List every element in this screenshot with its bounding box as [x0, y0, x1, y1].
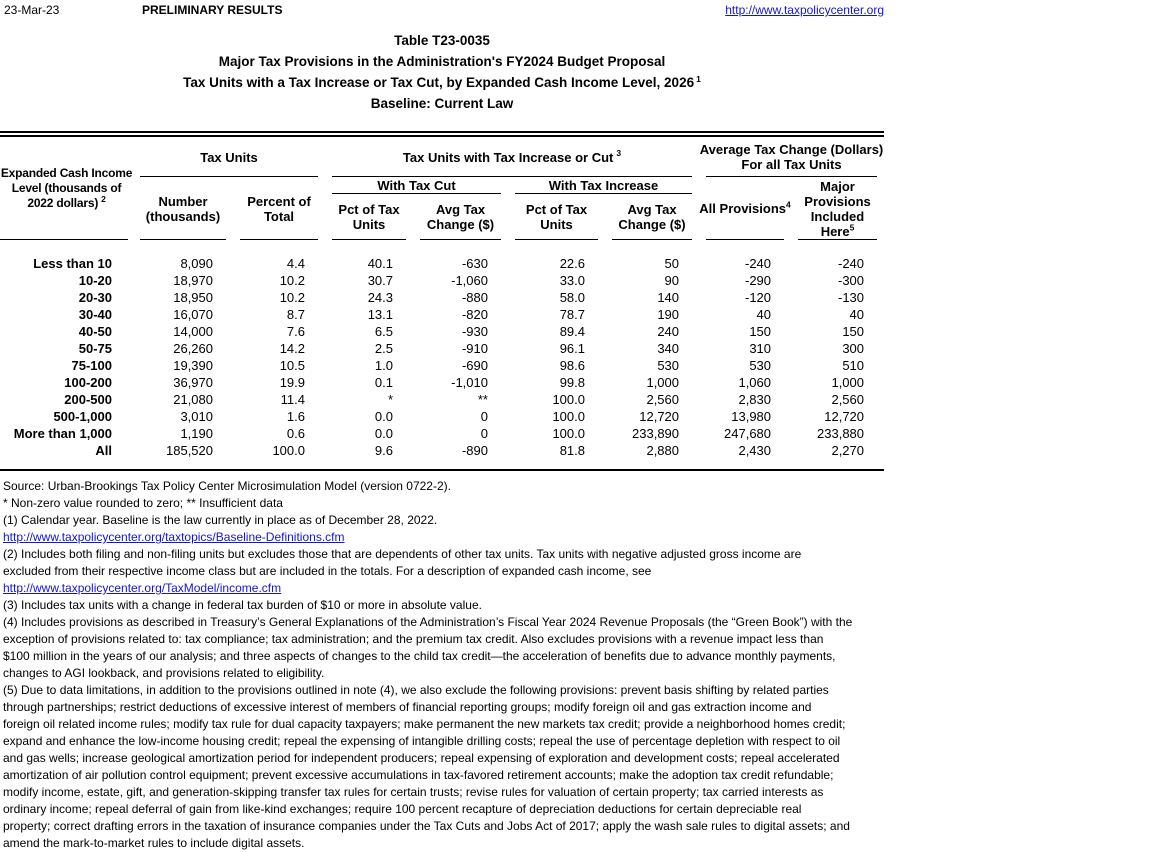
data-cell: 0.0: [374, 426, 393, 441]
data-cell: 30.7: [367, 273, 393, 288]
data-cell: -880: [461, 290, 488, 305]
data-cell: 2,560: [646, 392, 680, 407]
note-line: (1) Calendar year. Baseline is the law currently in place as of December 28, 2022.: [3, 513, 438, 527]
data-cell: -1,060: [451, 273, 488, 288]
row-label: Less than 10: [33, 256, 112, 271]
row-label: 20-30: [78, 290, 112, 305]
col-group-average-change: Average Tax Change (Dollars) For all Tax Units: [699, 137, 884, 177]
data-cell: 150: [749, 324, 772, 339]
data-cell: 140: [657, 290, 680, 305]
data-cell: 8,090: [180, 256, 213, 271]
data-cell: -910: [461, 341, 488, 356]
table-row: [0, 442, 884, 459]
data-cell: -890: [461, 443, 488, 458]
data-cell: **: [477, 392, 488, 407]
data-cell: 78.7: [559, 307, 585, 322]
data-cell: 185,520: [166, 443, 213, 458]
data-cell: 18,950: [173, 290, 213, 305]
row-label: 30-40: [78, 307, 112, 322]
data-cell: 1,190: [180, 426, 213, 441]
data-cell: 22.6: [559, 256, 585, 271]
data-cell: 9.6: [374, 443, 393, 458]
col-header-all-provisions: All Provisions$^4$: [699, 177, 791, 240]
data-cell: 8.7: [286, 307, 305, 322]
data-cell: 12,720: [639, 409, 680, 424]
note-line: (5) Due to data limitations, in addition to the provisions outlined in note (4), we also exclude the following provisions: prevent basis shifting by related parties: [3, 683, 829, 697]
subtitle-line: Tax Units with a Tax Increase or Tax Cut, by Expanded Cash Income Level, 2026 $^1$: [183, 73, 701, 90]
data-cell: 0.1: [374, 375, 393, 390]
table-row: [0, 391, 884, 408]
row-label: 50-75: [78, 341, 112, 356]
table-row: [0, 408, 884, 425]
note-link[interactable]: http://www.taxpolicycenter.org/TaxModel/income.cfm: [3, 581, 282, 595]
table-header: [0, 137, 884, 240]
results-table: [0, 137, 884, 459]
data-cell: -290: [744, 273, 772, 288]
site-link[interactable]: http://www.taxpolicycenter.org: [725, 3, 884, 17]
data-cell: 90: [664, 273, 680, 288]
data-cell: 2,880: [646, 443, 680, 458]
note-line: Source: Urban-Brookings Tax Policy Center Microsimulation Model (version 0722-2).: [3, 479, 451, 493]
notes: [3, 478, 1152, 852]
data-cell: -930: [461, 324, 488, 339]
note-link-line: [3, 580, 1152, 597]
data-cell: 2,560: [831, 392, 865, 407]
data-cell: 300: [842, 341, 865, 356]
data-cell: 0: [480, 409, 488, 424]
data-cell: -240: [837, 256, 865, 271]
row-label: 500-1,000: [53, 409, 112, 424]
footnote-ref-4: 4: [786, 199, 791, 210]
data-cell: 40: [849, 307, 865, 322]
data-cell: 10.2: [279, 273, 305, 288]
note-line: expand and enhance the low-income housing credit; repeal the expensing of intangible drilling costs; repeal the use of percentage depletion with respect to oil: [3, 734, 841, 748]
note-line: * Non-zero value rounded to zero; ** Insufficient data: [3, 496, 283, 510]
data-cell: -240: [744, 256, 772, 271]
table-row: [0, 425, 884, 442]
footnote-ref-3: 3: [616, 148, 622, 159]
data-cell: 510: [842, 358, 865, 373]
data-cell: 12,720: [824, 409, 865, 424]
data-cell: 530: [657, 358, 680, 373]
note-line: $100 million in the years of our analysis; and three aspects of changes to the child tax credit—the acceleration of benefits due to advance monthly payments,: [3, 649, 836, 663]
data-cell: 247,680: [724, 426, 772, 441]
table-row: [0, 272, 884, 289]
data-cell: *: [387, 392, 393, 407]
data-cell: 100.0: [552, 409, 585, 424]
note-line: ordinary income; repeal deferral of gain from like-kind exchanges; require 100 percent recapture of depreciation deductions for certain depreciable real: [3, 802, 802, 816]
footnote-ref-1: 1: [696, 73, 701, 84]
data-cell: 18,970: [173, 273, 213, 288]
data-cell: 530: [749, 358, 772, 373]
table-body: [0, 240, 884, 459]
data-cell: 89.4: [559, 324, 585, 339]
data-cell: 100.0: [552, 426, 585, 441]
table-row: [0, 374, 884, 391]
data-cell: 36,970: [173, 375, 213, 390]
data-cell: 100.0: [552, 392, 585, 407]
top-bar: [0, 3, 884, 19]
col-header-cut-avg-change: Avg Tax Change ($): [413, 194, 508, 240]
data-cell: 19.9: [279, 375, 305, 390]
data-cell: -120: [744, 290, 772, 305]
col-group-tax-units: Tax Units: [133, 137, 325, 177]
data-cell: 26,260: [173, 341, 213, 356]
col-header-percent-total: Percent of Total: [233, 177, 325, 240]
data-cell: 81.8: [559, 443, 585, 458]
col-subgroup-with-tax-cut: With Tax Cut: [325, 177, 508, 194]
note-line: (2) Includes both filing and non-filing units but excludes those that are dependents of other tax units. Tax units with negative adjusted gross income are: [3, 547, 802, 561]
col-header-income-level: Expanded Cash Income Level (thousands of 2022 dollars) $^2$: [0, 137, 133, 240]
data-cell: -630: [461, 256, 488, 271]
row-label: All: [95, 443, 112, 458]
data-cell: -1,010: [451, 375, 488, 390]
data-cell: 2,430: [738, 443, 772, 458]
data-cell: 16,070: [173, 307, 213, 322]
data-cell: 100.0: [272, 443, 305, 458]
data-cell: 0: [480, 426, 488, 441]
table-row: [0, 357, 884, 374]
data-cell: 3,010: [180, 409, 213, 424]
data-cell: 58.0: [559, 290, 585, 305]
note-line: (4) Includes provisions as described in Treasury’s General Explanations of the Administration’s Fiscal Year 2024 Revenue Proposals (the “Green Book”) with the: [3, 615, 853, 629]
row-label: 75-100: [71, 358, 112, 373]
note-line: amend the mark-to-market rules to include digital assets.: [3, 836, 305, 850]
data-cell: 233,890: [632, 426, 680, 441]
data-cell: -820: [461, 307, 488, 322]
data-cell: 33.0: [559, 273, 585, 288]
table-row: [0, 289, 884, 306]
data-cell: 2.5: [374, 341, 393, 356]
data-cell: 13.1: [367, 307, 393, 322]
note-link-line: [3, 529, 1152, 546]
row-label: 200-500: [64, 392, 112, 407]
data-cell: -300: [837, 273, 865, 288]
note-line: property; correct drafting errors in the taxation of insurance companies under the Tax Cuts and Jobs Act of 2017; apply the wash sale rules to digital assets; and: [3, 819, 850, 833]
note-line: modify income, estate, gift, and generation-skipping transfer tax rules for certain trusts; revise rules for valuation of certain property; tax carried interests as: [3, 785, 824, 799]
note-link[interactable]: http://www.taxpolicycenter.org/taxtopics/Baseline-Definitions.cfm: [3, 530, 345, 544]
date-label: 23-Mar-23: [4, 3, 60, 17]
data-cell: 14,000: [173, 324, 213, 339]
data-cell: 19,390: [173, 358, 213, 373]
data-cell: 233,880: [817, 426, 865, 441]
table-row: [0, 240, 884, 272]
note-line: through partnerships; restrict deductions of excessive interest of members of financial reporting groups; modify foreign oil and gas extraction income and: [3, 700, 812, 714]
row-label: 10-20: [78, 273, 112, 288]
baseline-line: Baseline: Current Law: [370, 96, 514, 111]
data-cell: 50: [664, 256, 680, 271]
data-cell: 1,060: [738, 375, 772, 390]
col-group-increase-or-cut: Tax Units with Tax Increase or Cut $^3$: [325, 137, 699, 177]
data-cell: 10.5: [279, 358, 305, 373]
data-cell: 40.1: [367, 256, 393, 271]
note-line: exception of provisions related to: tax compliance; tax administration; and the premium tax credit. Also excludes provisions with a revenue impact less than: [3, 632, 824, 646]
data-cell: 1,000: [646, 375, 680, 390]
data-cell: 24.3: [367, 290, 393, 305]
data-cell: 0.0: [374, 409, 393, 424]
title-block: [0, 30, 884, 114]
data-cell: 6.5: [374, 324, 393, 339]
col-header-major-provisions: Major Provisions Included Here$^5$: [791, 177, 884, 240]
data-cell: 13,980: [731, 409, 772, 424]
data-cell: 1.6: [286, 409, 305, 424]
data-cell: 1,000: [831, 375, 865, 390]
data-cell: 40: [756, 307, 772, 322]
data-cell: 0.6: [286, 426, 305, 441]
data-cell: 11.4: [280, 392, 305, 407]
data-cell: 10.2: [279, 290, 305, 305]
col-header-cut-pct-units: Pct of Tax Units: [325, 194, 413, 240]
note-line: changes to AGI lookback, and provisions related to eligibility.: [3, 666, 325, 680]
table-wrap: [0, 131, 884, 471]
data-cell: 98.6: [559, 358, 585, 373]
data-cell: 150: [842, 324, 865, 339]
table-number: Table T23-0035: [394, 33, 490, 48]
data-cell: 99.8: [559, 375, 585, 390]
title-line: Major Tax Provisions in the Administration's FY2024 Budget Proposal: [218, 54, 666, 69]
data-cell: 240: [657, 324, 680, 339]
note-line: and gas wells; increase geological amortization period for independent producers; repeal expensing of exploration and development costs; repeal accelerated: [3, 751, 840, 765]
data-cell: 14.2: [279, 341, 305, 356]
data-cell: -130: [837, 290, 865, 305]
note-line: excluded from their respective income class but are included in the totals. For a description of expanded cash income, see: [3, 564, 652, 578]
data-cell: 340: [657, 341, 680, 356]
table-row: [0, 323, 884, 340]
row-label: More than 1,000: [13, 426, 112, 441]
data-cell: 190: [657, 307, 680, 322]
data-cell: 96.1: [559, 341, 585, 356]
col-header-increase-avg-change: Avg Tax Change ($): [605, 194, 699, 240]
row-label: 40-50: [78, 324, 112, 339]
data-cell: 4.4: [286, 256, 305, 271]
data-cell: 2,270: [831, 443, 865, 458]
col-header-increase-pct-units: Pct of Tax Units: [508, 194, 605, 240]
footnote-ref-2: 2: [101, 194, 106, 204]
footnote-ref-5: 5: [849, 222, 855, 233]
note-line: foreign oil related income rules; modify tax rule for dual capacity taxpayers; make permanent the new markets tax credit; provide a neighborhood homes credit;: [3, 717, 846, 731]
note-line: (3) Includes tax units with a change in federal tax burden of $10 or more in absolute value.: [3, 598, 482, 612]
row-label: 100-200: [64, 375, 112, 390]
col-header-number: Number (thousands): [133, 177, 233, 240]
data-cell: 310: [749, 341, 772, 356]
data-cell: 2,830: [738, 392, 772, 407]
data-cell: 1.0: [374, 358, 393, 373]
table-row: [0, 340, 884, 357]
col-subgroup-with-tax-increase: With Tax Increase: [508, 177, 699, 194]
data-cell: 21,080: [173, 392, 213, 407]
data-cell: 7.6: [286, 324, 305, 339]
note-line: amortization of air pollution control equipment; prevent excessive accumulations in tax-favored retirement accounts; make the adoption tax credit refundable;: [3, 768, 834, 782]
data-cell: -690: [461, 358, 488, 373]
status-label: PRELIMINARY RESULTS: [142, 3, 283, 17]
table-row: [0, 306, 884, 323]
